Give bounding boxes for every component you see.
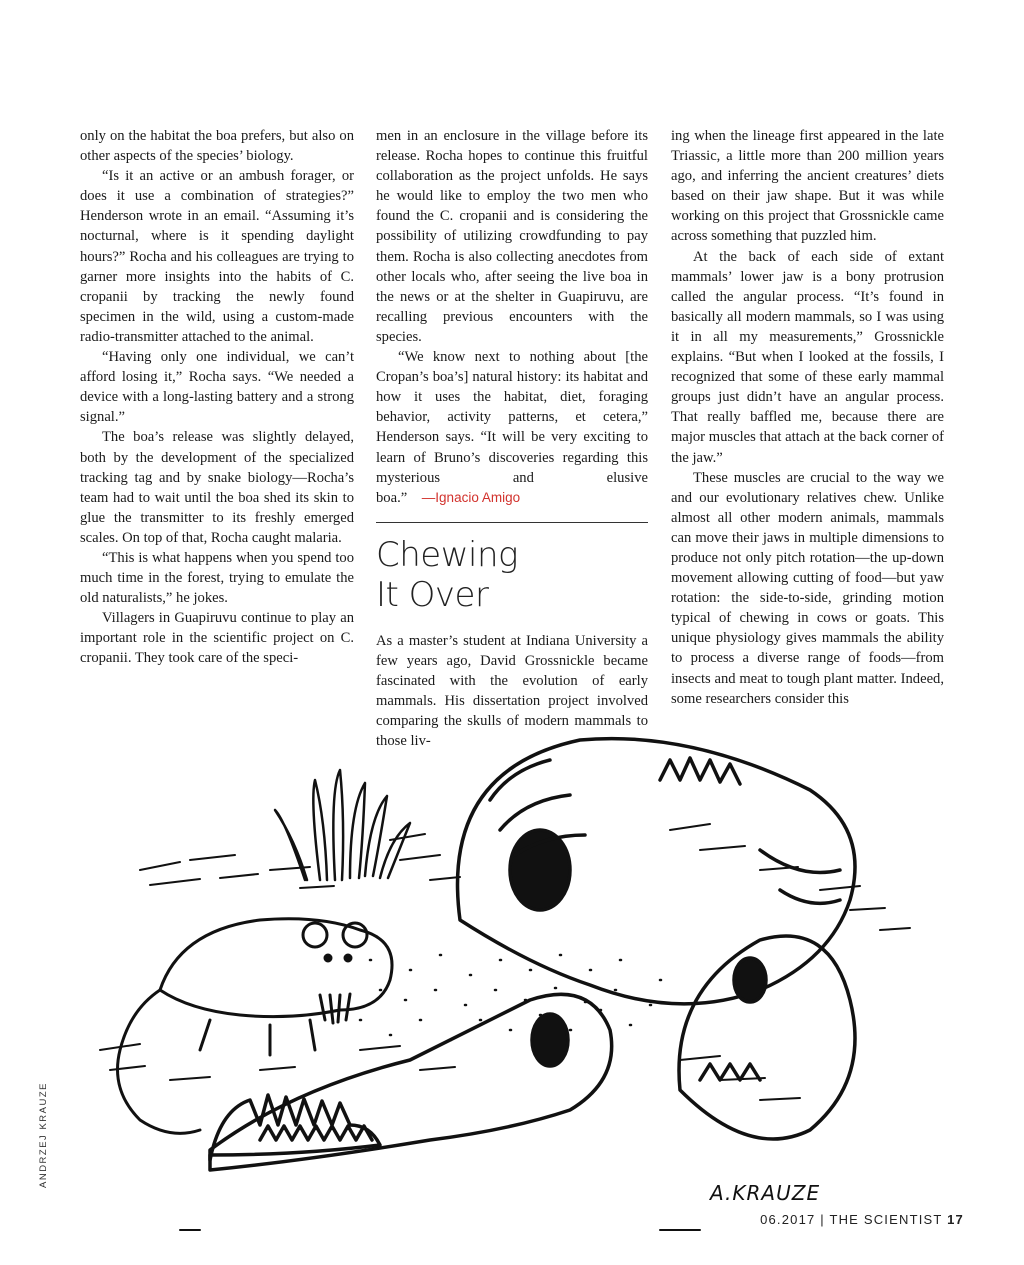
- author-byline: —Ignacio Amigo: [421, 489, 521, 505]
- section-divider: [376, 522, 648, 523]
- illustration-credit: ANDRZEJ KRAUZE: [38, 1082, 49, 1188]
- paragraph: “Is it an active or an ambush forager, or does it use a combination of strategies?” Henderson wrote in an email. “Assuming it’s nocturnal, where is it spending daylight hours?” Rocha and his colleagues are trying to garner more insights into the habits of C. cropanii by tracking the newly found specimen in the wild, using a custom-made radio-transmitter attached to the animal.: [80, 168, 354, 345]
- paragraph: “Having only one individual, we can’t afford losing it,” Rocha says. “We needed a device with a long-lasting battery and a strong signal.”: [80, 349, 354, 426]
- paragraph: Villagers in Guapiruvu continue to play an important role in the scientific project on C. cropanii. They took care of the speci-: [80, 610, 354, 667]
- paragraph: [376, 347, 648, 508]
- small-skull: [679, 936, 855, 1139]
- article-column-1: [80, 126, 354, 669]
- paragraph: These muscles are crucial to the way we and our evolutionary relatives chew. Unlike almost all other modern animals, mammals can move their jaws in multiple dimensions to produce not only pitch rotation—the up-down movement allowing cutting of food—but yaw rotation: the side-to-side, grinding motion typical of chewing in cows or goats. This unique physiology gives mammals the ability to process a diverse range of foods—from insects and meat to tough plant matter. Indeed, some researchers consider this: [671, 469, 944, 707]
- ground-stipple: [360, 955, 661, 1040]
- magazine-name: THE SCIENTIST: [829, 1212, 943, 1227]
- skulls-and-rodent-illustration: [60, 720, 960, 1240]
- headline-line-1: Chewing: [376, 534, 518, 575]
- paragraph: The boa’s release was slightly delayed, both by the development of the specialized tracking tag and by snake biology—Rocha’s team had to wait until the boa shed its skin to glue the transmitter to its freshly emerged scales. On top of that, Rocha caught malaria.: [80, 429, 354, 546]
- paragraph: men in an enclosure in the village before its release. Rocha hopes to continue this fruitful collaboration as the project unfolds. He says he would like to employ the two men who found the C. cropanii and is considering the possibility of utilizing crowdfunding to pay them. Rocha is also collecting anecdotes from other locals who, after seeing the live boa in the news or at the shelter in Guapiruvu, are recalling previous encounters with the species.: [376, 128, 648, 345]
- paragraph: only on the habitat the boa prefers, but also on other aspects of the species’ biology.: [80, 128, 354, 165]
- long-snout-skull: [210, 994, 612, 1170]
- article-column-2: [376, 126, 648, 751]
- paragraph-text: “We know next to nothing about [the Cropan’s boa’s] natural history: its habitat and how it uses the habitat, diet, foraging behavior, activity patterns, et cetera,” Henderson says. “It will be very exciting to learn of Bruno’s discoveries regarding this mysterious and elusive boa.”: [376, 349, 648, 506]
- section-headline: [376, 535, 648, 615]
- page-number: 17: [947, 1212, 964, 1227]
- grass-tuft: [275, 770, 410, 880]
- footer-separator: |: [820, 1212, 825, 1227]
- paragraph: As a master’s student at Indiana University a few years ago, David Grossnickle became fascinated with the evolution of early mammals. His dissertation project involved comparing the skulls of modern mammals to those liv-: [376, 632, 648, 750]
- large-skull: [458, 739, 856, 1004]
- artist-signature: A.KRAUZE: [710, 1181, 821, 1205]
- paragraph: ing when the lineage first appeared in the late Triassic, a little more than 200 million years ago, and inferring the ancient creatures’ diets based on their jaw shape. But it was while working on this project that Grossnickle came across something that puzzled him.: [671, 128, 944, 245]
- rat: [118, 919, 393, 1134]
- page-footer: [760, 1212, 964, 1227]
- issue-date: 06.2017: [760, 1212, 816, 1227]
- paragraph: At the back of each side of extant mammals’ lower jaw is a bony protrusion called the angular process. “It’s found in basically all modern mammals, so I was using it in all my measurements,” Grossnickle explains. “But when I looked at the fossils, I recognized that some of these early mammal groups just didn’t have an angular process. That really baffled me, because there are major muscles that attach at the back corner of the jaw.”: [671, 248, 944, 466]
- article-column-3: [671, 126, 944, 709]
- paragraph: “This is what happens when you spend too much time in the forest, trying to emulate the old naturalists,” he jokes.: [80, 549, 354, 607]
- headline-line-2: It Over: [376, 574, 489, 615]
